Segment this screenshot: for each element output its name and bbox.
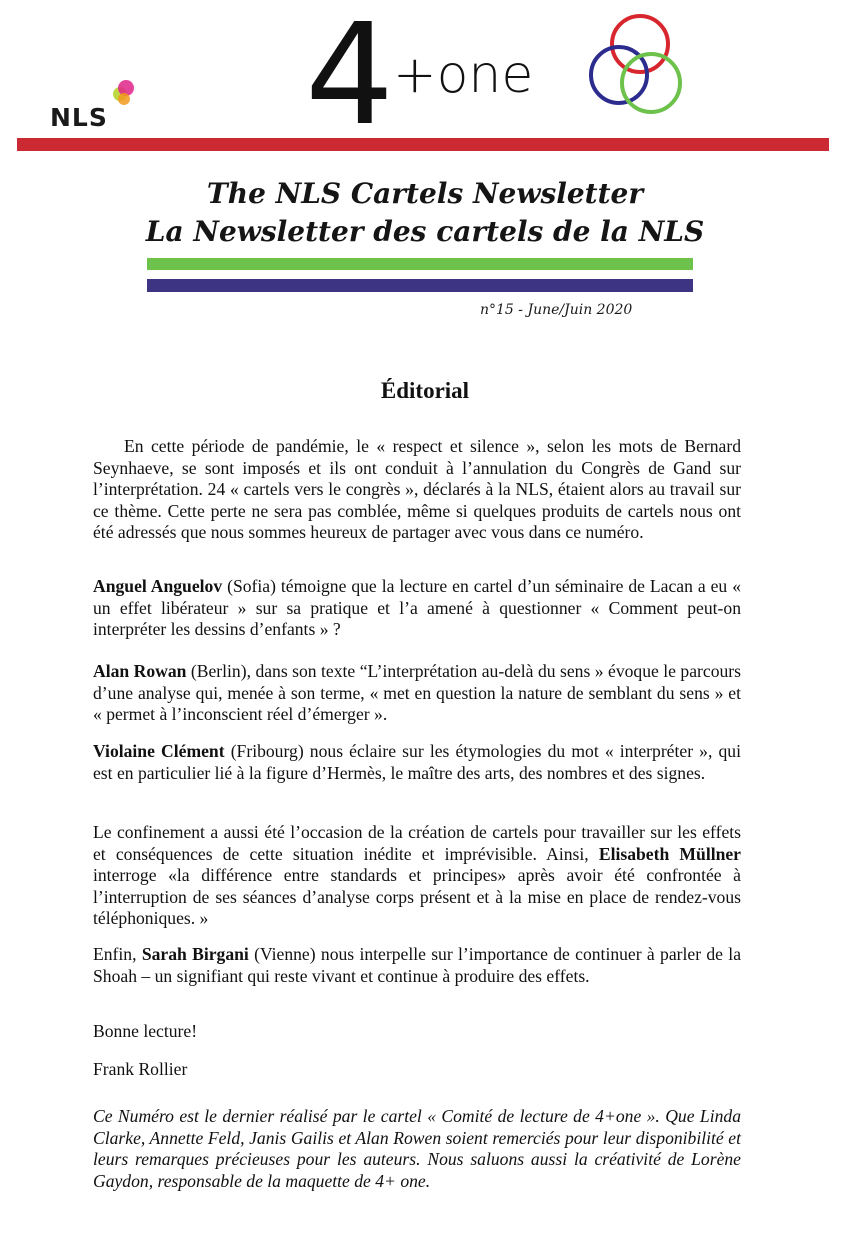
borromean-rings-icon: [591, 16, 680, 112]
paragraph-text: (Sofia) témoigne que la lecture en cartel d’un séminaire de Lacan a eu « un effet libérateur » sur sa pratique et l’a amené à questionner « Comment peut-on interpréter les dessins d’enfants » ?: [93, 576, 741, 639]
editorial-paragraph-intro: En cette période de pandémie, le « respect et silence », selon les mots de Bernard Seynhaeve, se sont imposés et ils ont conduit à l’annulation du Congrès de Gand sur l’interprétation. 24 « cartels vers le congrès », déclarés à la NLS, étaient alors au travail sur ce thème. Cette perte ne sera pas comblée, même si quelques produits de cartels nous ont été adressés que nous sommes heureux de partager avec vous dans ce numéro.: [93, 436, 741, 542]
header-red-bar: [17, 138, 829, 151]
author-name: Sarah Birgani: [141, 944, 249, 964]
editorial-closing: Bonne lecture!: [93, 1021, 198, 1041]
newsletter-title-fr: La Newsletter des cartels de la NLS: [145, 215, 705, 248]
nls-logo-text: NLS: [50, 103, 108, 132]
paragraph-text: interroge «la différence entre standards et principes» après avoir été confrontée à l’interruption de ses séances d’analyse corps présent et à la mise en place de rendez-vous téléphoniques. »: [93, 865, 741, 928]
masthead-suffix: +one: [393, 45, 534, 105]
author-name: Anguel Anguelov: [93, 576, 223, 596]
paragraph-text: (Berlin), dans son texte “L’interprétation au-delà du sens » évoque le parcours d’une analyse qui, menée à son terme, « met en question la nature de semblant du sens » et « permet à l’inconscient réel d’émerger ».: [93, 661, 742, 724]
editorial-paragraph-birgani: [93, 944, 741, 987]
author-name: Violaine Clément: [93, 741, 225, 761]
paragraph-text: (Vienne) nous interpelle sur l’importance de continuer à parler de la Shoah – un signifiant qui reste vivant et continue à produire des effets.: [93, 944, 741, 986]
green-divider: [147, 258, 693, 270]
editorial-heading: Éditorial: [380, 378, 470, 403]
paragraph-text: Enfin,: [93, 944, 142, 964]
newsletter-title-en: The NLS Cartels Newsletter: [206, 177, 644, 210]
editorial-note: Ce Numéro est le dernier réalisé par le cartel « Comité de lecture de 4+one ». Que Linda Clarke, Annette Feld, Janis Gailis et Alan Rowen soient remerciés pour leur disponibilité et leurs remarques précieuses pour les auteurs. Nous saluons aussi la créativité de Lorène Gaydon, responsable de la maquette de 4+ one.: [93, 1106, 741, 1191]
author-name: Alan Rowan: [93, 661, 187, 681]
paragraph-text: Le confinement a aussi été l’occasion de la création de cartels pour travailler sur les effets et conséquences de cette situation inédite et imprévisible. Ainsi,: [93, 822, 741, 864]
editorial-paragraph-rowan: [93, 661, 741, 726]
editorial-paragraph-clement: [93, 741, 741, 784]
paragraph-text: (Fribourg) nous éclaire sur les étymologies du mot « interpréter », qui est en particulier lié à la figure d’Hermès, le maître des arts, des nombres et des signes.: [93, 741, 741, 783]
editorial-signature: Frank Rollier: [93, 1059, 188, 1079]
editorial-paragraph-mullner: [93, 822, 741, 930]
masthead-logo: [300, 8, 700, 133]
author-name: Elisabeth Müllner: [598, 843, 741, 864]
issue-number: n°15 - June/Juin 2020: [480, 302, 633, 318]
masthead-number: 4: [305, 8, 395, 133]
purple-divider: [147, 279, 693, 292]
editorial-paragraph-anguelov: [93, 576, 741, 641]
